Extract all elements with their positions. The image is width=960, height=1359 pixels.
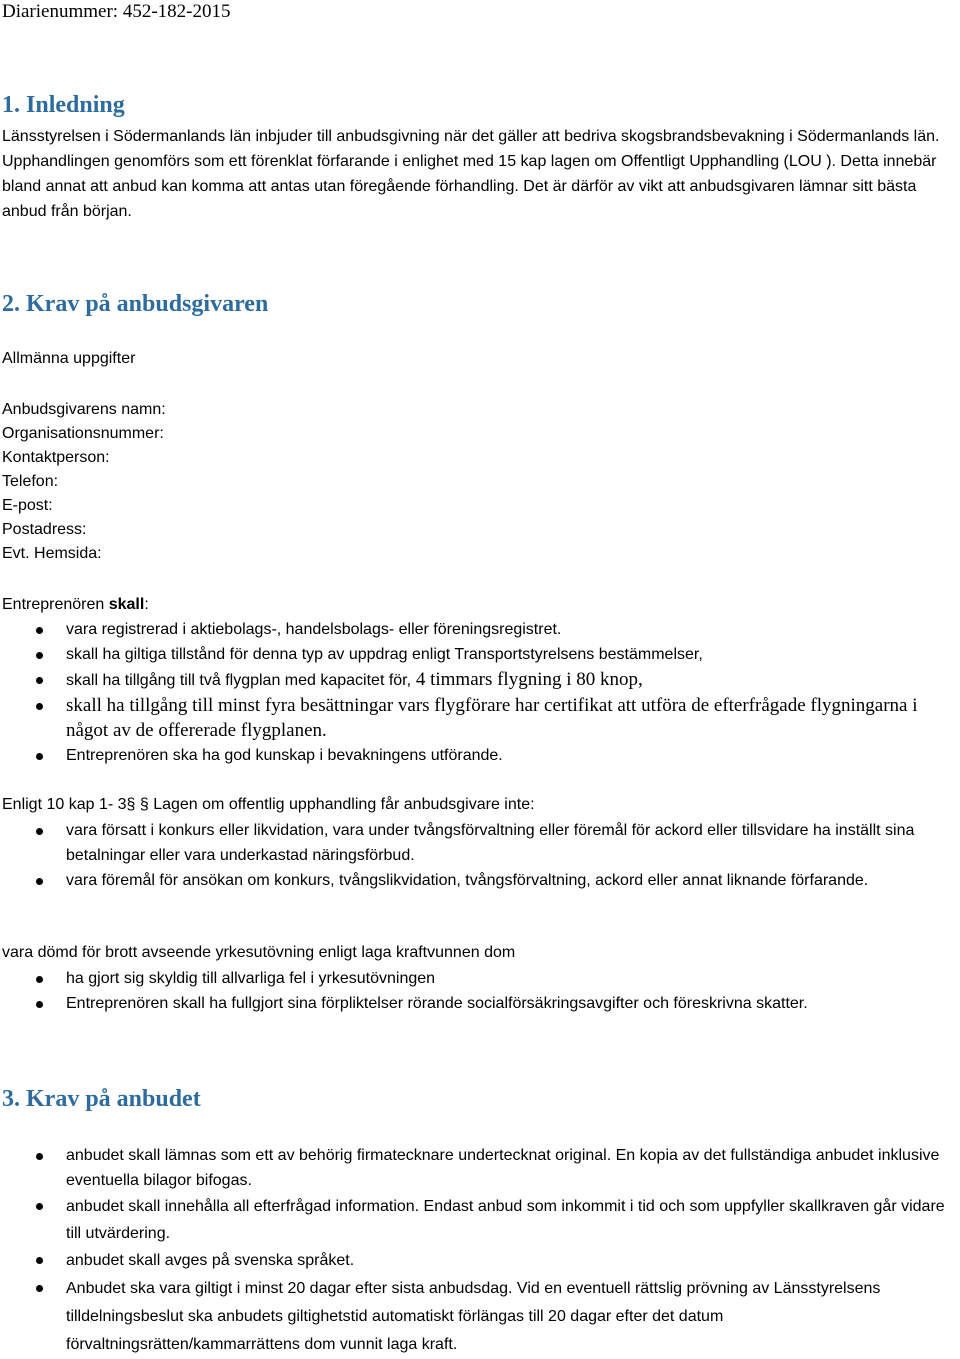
list-item: ha gjort sig skyldig till allvarliga fel i yrkesutövningen <box>0 966 958 991</box>
field-phone: Telefon: <box>2 473 59 490</box>
list-item: anbudet skall innehålla all efterfrågad information. Endast anbud som inkommit i tid och som uppfyller skallkraven går vidare till utvärdering. <box>0 1193 958 1247</box>
contractor-intro-colon: : <box>144 596 149 613</box>
flight-item-suffix: 4 timmars flygning i 80 knop, <box>411 669 643 690</box>
intro-text-part2: Det är därför av vikt att anbudsgivaren lämnar sitt bästa anbud från början. <box>2 178 917 220</box>
contractor-intro <box>2 593 149 617</box>
field-org-number: Organisationsnummer: <box>2 425 164 442</box>
field-website: Evt. Hemsida: <box>2 545 102 562</box>
contractor-requirements-list <box>0 617 958 768</box>
list-item: vara försatt i konkurs eller likvidation, vara under tvångsförvaltning eller föremål för ackord eller tillsvidare ha inställt sina betalningar eller vara underkastad näringsförbud. <box>0 818 958 868</box>
contractor-intro-bold: skall <box>108 596 145 613</box>
list-item: Anbudet ska vara giltigt i minst 20 dagar efter sista anbudsdag. Vid en eventuell rättslig prövning av Länsstyrelsens tilldelningsbeslut ska anbudets giltighetstid automatiskt förlängas till 20 dagar efter det datum förvaltningsrätten/kammarrättens dom vunnit laga kraft. <box>0 1275 958 1359</box>
intro-text-part1: Länsstyrelsen i Södermanlands län inbjuder till anbudsgivning när det gäller att bedriva skogsbrandsbevakning i Södermanlands län. Upphandlingen genomförs som ett förenklat förfarande i enlighet med 15 kap lagen om Offentligt Upphandling (LOU ). Detta innebär bland annat att anbud kan komma att antas utan föregående förhandling. <box>2 128 940 195</box>
field-postal-address: Postadress: <box>2 521 87 538</box>
lou-intro: Enligt 10 kap 1- 3§ § Lagen om offentlig upphandling får anbudsgivare inte: <box>2 796 535 813</box>
diary-number: Diarienummer: 452-182-2015 <box>2 1 231 22</box>
flight-item-prefix: skall ha tillgång till två flygplan med kapacitet för, <box>66 672 412 689</box>
lou-exclusion-list <box>0 818 958 893</box>
list-item: Entreprenören ska ha god kunskap i bevakningens utförande. <box>0 743 958 768</box>
section-1-heading: 1. Inledning <box>2 92 125 118</box>
list-item: Entreprenören skall ha fullgjort sina förpliktelser rörande socialförsäkringsavgifter och föreskrivna skatter. <box>0 991 958 1016</box>
list-item: skall ha giltiga tillstånd för denna typ av uppdrag enligt Transportstyrelsens bestämmelser, <box>0 642 958 667</box>
contractor-intro-text: Entreprenören <box>2 596 109 613</box>
list-item: anbudet skall lämnas som ett av behörig firmatecknare undertecknat original. En kopia av det fullständiga anbudet inklusive eventuella bilagor bifogas. <box>0 1143 958 1193</box>
field-contact-person: Kontaktperson: <box>2 449 110 466</box>
list-item: vara föremål för ansökan om konkurs, tvångslikvidation, tvångsförvaltning, ackord eller annat liknande förfarande. <box>0 868 958 893</box>
list-item: skall ha tillgång till minst fyra besättningar vars flygförare har certifikat att utföra de efterfrågade flygningarna i något av de offererade flygplanen. <box>0 693 958 743</box>
list-item <box>0 667 958 693</box>
tender-requirements-list <box>0 1143 958 1359</box>
intro-paragraph <box>2 124 957 224</box>
list-item: anbudet skall avges på svenska språket. <box>0 1247 958 1275</box>
list-item: vara registrerad i aktiebolags-, handelsbolags- eller föreningsregistret. <box>0 617 958 642</box>
convicted-list <box>0 966 958 1016</box>
section-3-heading: 3. Krav på anbudet <box>2 1086 201 1112</box>
convicted-line: vara dömd för brott avseende yrkesutövning enligt laga kraftvunnen dom <box>2 944 516 961</box>
field-email: E-post: <box>2 497 53 514</box>
section-2-heading: 2. Krav på anbudsgivaren <box>2 291 269 317</box>
general-info-label: Allmänna uppgifter <box>2 350 136 367</box>
field-tenderer-name: Anbudsgivarens namn: <box>2 401 166 418</box>
